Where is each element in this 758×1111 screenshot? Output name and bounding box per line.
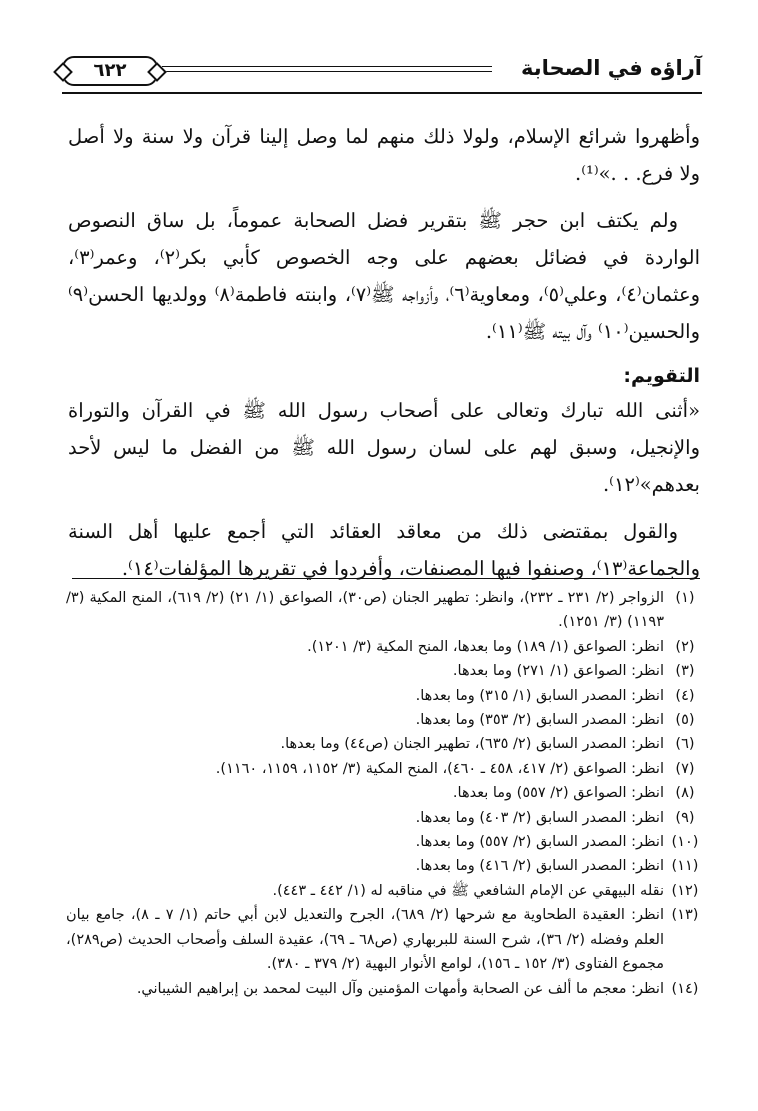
footnote-number: (١٣) [671, 907, 699, 924]
footnote [66, 659, 706, 683]
footnote-text: انظر: المصدر السابق (٢/ ٣٥٣) وما بعدها. [415, 712, 664, 729]
footnote [66, 684, 706, 708]
page-header [62, 52, 702, 96]
footnotes [66, 586, 706, 1001]
footnote [66, 806, 706, 830]
footnote-number: (١) [675, 590, 695, 606]
page-number: ٦٢٢ [62, 56, 158, 86]
footnote-number: (١٤) [671, 980, 699, 997]
footnote-text: انظر: المصدر السابق (٢/ ٥٥٧) وما بعدها. [415, 834, 664, 851]
main-text [68, 118, 700, 597]
footnote-text: انظر: الصواعق (٢/ ٥٥٧) وما بعدها. [452, 785, 664, 802]
footnote [66, 732, 706, 756]
footnote-text: انظر: المصدر السابق (٢/ ٤١٦) وما بعدها. [415, 858, 664, 875]
footnote [66, 830, 706, 854]
footnote-text: انظر: المصدر السابق (٢/ ٤٠٣) وما بعدها. [415, 809, 664, 826]
footnote-text: انظر: معجم ما ألف عن الصحابة وأمهات المؤمنين وآل البيت لمحمد بن إبراهيم الشيباني. [136, 980, 664, 997]
header-ornament-line [162, 66, 492, 72]
footnote-number: (٥) [675, 712, 695, 729]
footnote-separator [72, 578, 700, 579]
footnote [66, 854, 706, 878]
paragraph-3: «أثنى الله تبارك وتعالى على أصحاب رسول الله ﷺ في القرآن والتوراة والإنجيل، وسبق لهم على لسان رسول الله ﷺ من الفضل ما ليس لأحد بعدهم»⁽١٢⁾. [68, 399, 700, 496]
footnote-number: (١٢) [671, 882, 699, 899]
footnote-text: انظر: الصواعق (٢/ ٤١٧، ٤٥٨ ـ ٤٦٠)، المنح المكية (٣/ ١١٥٢، ١١٥٩، ١١٦٠). [215, 760, 664, 777]
header-rule [62, 92, 702, 94]
footnote [66, 879, 706, 903]
paragraph-2: ولم يكتف ابن حجر ﷺ بتقرير فضل الصحابة عموماً، بل ساق النصوص الواردة في فضائل بعضهم على وجه الخصوص كأبي بكر⁽٢⁾، وعمر⁽٣⁾، وعثمان⁽٤⁾، وعلي⁽٥⁾، ومعاوية⁽٦⁾، وأزواجه ﷺ⁽٧⁾، وابنته فاطمة⁽٨⁾ وولديها الحسن⁽٩⁾ والحسين⁽١٠⁾ وآل بيته ﷺ⁽١١⁾. [68, 209, 700, 343]
footnote-number: (٤) [675, 687, 695, 704]
footnote-number: (٢) [675, 638, 695, 655]
footnote-text: انظر: الصواعق (١/ ٢٧١) وما بعدها. [452, 663, 664, 680]
footnote-number: (٦) [675, 736, 695, 753]
footnote-number: (١١) [671, 858, 699, 875]
footnote-text: الزواجر (٢/ ٢٣١ ـ ٢٣٢)، وانظر: تطهير الجنان (ص٣٠)، الصواعق (١/ ٢١) (٢/ ٦١٩)، المنح المكية (٣/ ١١٩٣) (٣/ ١٢٥١). [66, 590, 665, 631]
footnote-number: (٧) [675, 760, 695, 777]
footnote-text: انظر: المصدر السابق (١/ ٣١٥) وما بعدها. [415, 687, 664, 704]
footnote-number: (٨) [675, 785, 695, 802]
footnote-number: (١٠) [671, 834, 699, 851]
paragraph-4: والقول بمقتضى ذلك من معاقد العقائد التي أجمع عليها أهل السنة والجماعة⁽١٣⁾، وصنفوا فيها المصنفات، وأفردوا في تقريرها المؤلفات⁽١٤⁾. [68, 520, 700, 580]
footnote [66, 635, 706, 659]
footnote-number: (٣) [675, 663, 695, 680]
footnote [66, 781, 706, 805]
footnote-text: انظر: الصواعق (١/ ١٨٩) وما بعدها، المنح المكية (٣/ ١٢٠١). [307, 638, 664, 655]
footnote [66, 903, 706, 976]
footnote-number: (٩) [675, 809, 695, 826]
footnote-text: نقله البيهقي عن الإمام الشافعي ﷺ في مناقبه له (١/ ٤٤٢ ـ ٤٤٣). [272, 882, 664, 899]
footnote [66, 757, 706, 781]
footnote [66, 977, 706, 1001]
section-heading: التقويم: [623, 365, 700, 387]
footnote [66, 586, 706, 635]
footnote [66, 708, 706, 732]
running-title: آراؤه في الصحابة [521, 56, 702, 80]
footnote-text: انظر: المصدر السابق (٢/ ٦٣٥)، تطهير الجنان (ص٤٤) وما بعدها. [280, 736, 664, 753]
paragraph-1: وأظهروا شرائع الإسلام، ولولا ذلك منهم لما وصل إلينا قرآن ولا سنة ولا أصل ولا فرع. . .»⁽¹⁾. [68, 125, 700, 185]
footnote-text: انظر: العقيدة الطحاوية مع شرحها (٢/ ٦٨٩)، الجرح والتعديل لابن أبي حاتم (١/ ٧ ـ ٨)، جامع بيان العلم وفضله (٢/ ٣٦)، شرح السنة للبربهاري (ص٦٨ ـ ٦٩)، عقيدة السلف وأصحاب الحديث (ص٢٨٩)، مجموع الفتاوى (٣/ ١٥٢ ـ ١٥٦)، لوامع الأنوار البهية (٢/ ٣٧٩ ـ ٣٨٠). [66, 907, 664, 973]
